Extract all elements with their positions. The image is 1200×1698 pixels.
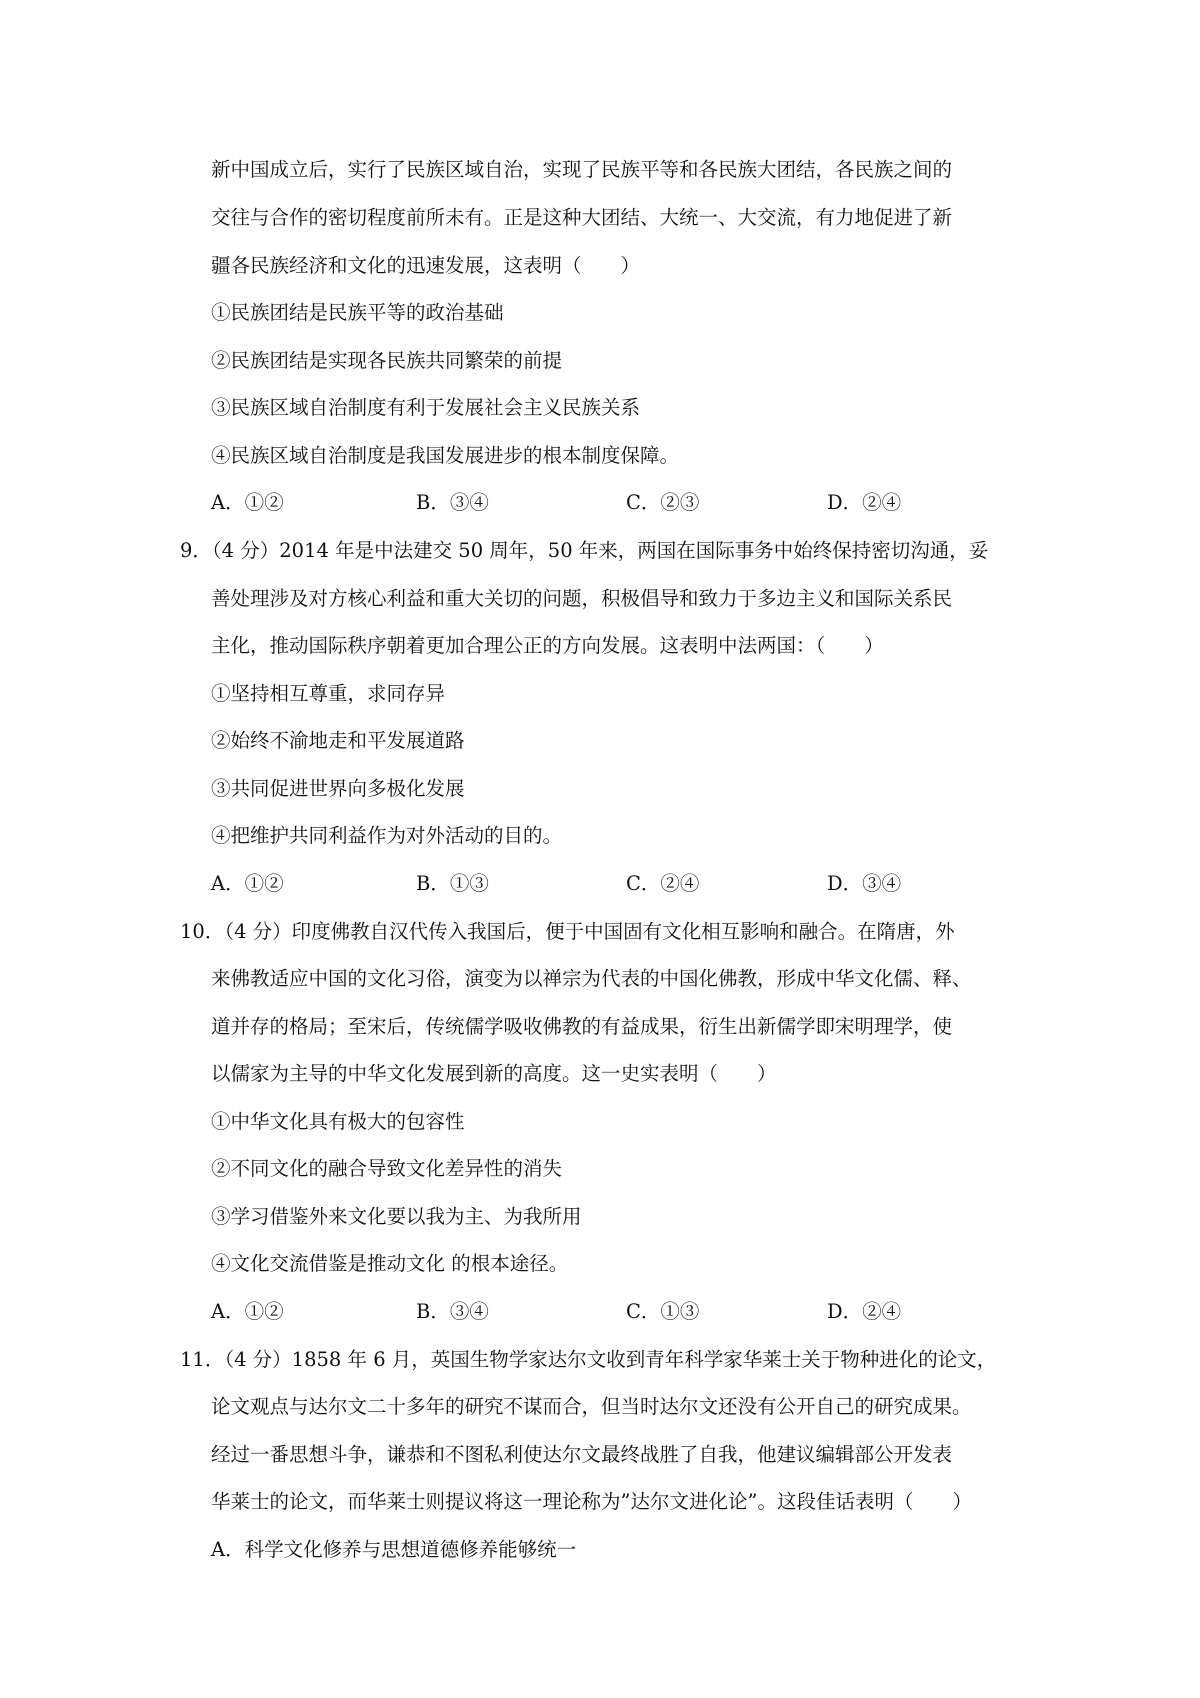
q11-stem-line-3: 经过一番思想斗争，谦恭和不图私利使达尔文最终战胜了自我，他建议编辑部公开发表 [211, 1443, 953, 1466]
q10-item-2: ②不同文化的融合导致文化差异性的消失 [211, 1157, 563, 1180]
q9-item-4: ④把维护共同利益作为对外活动的目的。 [211, 824, 563, 847]
q8-item-3: ③民族区域自治制度有利于发展社会主义民族关系 [211, 396, 641, 419]
q10-option-d[interactable]: D．②④ [827, 1300, 902, 1323]
q10-stem-line-4: 以儒家为主导的中华文化发展到新的高度。这一史实表明（ ） [211, 1062, 777, 1085]
q9-stem-line-1: 9．（4 分）2014 年是中法建交 50 周年，50 年来，两国在国际事务中始终保持密切沟通，妥 [180, 539, 989, 562]
q8-item-1: ①民族团结是民族平等的政治基础 [211, 301, 504, 324]
q11-stem-line-4: 华莱士的论文，而华莱士则提议将这一理论称为”达尔文进化论”。这段佳话表明（ ） [211, 1490, 972, 1513]
q10-options [211, 1299, 1011, 1325]
q9-stem-line-3: 主化，推动国际秩序朝着更加合理公正的方向发展。这表明中法两国：（ ） [211, 634, 884, 657]
q11-stem-line-2: 论文观点与达尔文二十多年的研究不谋而合，但当时达尔文还没有公开自己的研究成果。 [211, 1395, 972, 1418]
q9-item-2: ②始终不渝地走和平发展道路 [211, 729, 465, 752]
q10-stem-line-2: 来佛教适应中国的文化习俗，演变为以禅宗为代表的中国化佛教，形成中华文化儒、释、 [211, 967, 972, 990]
q8-option-b[interactable]: B．③④ [416, 491, 489, 514]
q11-option-a[interactable]: A．科学文化修养与思想道德修养能够统一 [211, 1538, 577, 1561]
q8-option-a[interactable]: A．①② [211, 491, 284, 514]
q10-item-1: ①中华文化具有极大的包容性 [211, 1110, 465, 1133]
q8-option-c[interactable]: C．②③ [626, 491, 700, 514]
q8-options [211, 490, 1011, 516]
q10-option-a[interactable]: A．①② [211, 1300, 284, 1323]
q10-stem-line-3: 道并存的格局；至宋后，传统儒学吸收佛教的有益成果，衍生出新儒学即宋明理学，使 [211, 1015, 953, 1038]
q11-stem-line-1: 11．（4 分）1858 年 6 月，英国生物学家达尔文收到青年科学家华莱士关于物种进化的论文， [180, 1348, 997, 1371]
q8-stem-line-2: 交往与合作的密切程度前所未有。正是这种大团结、大统一、大交流，有力地促进了新 [211, 206, 953, 229]
q9-options [211, 871, 1011, 897]
q10-item-4: ④文化交流借鉴是推动文化 的根本途径。 [211, 1252, 569, 1275]
q10-option-c[interactable]: C．①③ [626, 1300, 700, 1323]
q8-stem-line-1: 新中国成立后，实行了民族区域自治，实现了民族平等和各民族大团结，各民族之间的 [211, 158, 953, 181]
q8-item-2: ②民族团结是实现各民族共同繁荣的前提 [211, 349, 563, 372]
q8-option-d[interactable]: D．②④ [827, 491, 902, 514]
q10-option-b[interactable]: B．③④ [416, 1300, 489, 1323]
q9-item-3: ③共同促进世界向多极化发展 [211, 777, 465, 800]
q9-option-c[interactable]: C．②④ [626, 872, 700, 895]
q9-stem-line-2: 善处理涉及对方核心利益和重大关切的问题，积极倡导和致力于多边主义和国际关系民 [211, 587, 953, 610]
q8-item-4: ④民族区域自治制度是我国发展进步的根本制度保障。 [211, 444, 680, 467]
q10-stem-line-1: 10．（4 分）印度佛教自汉代传入我国后，便于中国固有文化相互影响和融合。在隋唐，外 [180, 920, 955, 943]
q9-item-1: ①坚持相互尊重，求同存异 [211, 682, 446, 705]
q9-option-b[interactable]: B．①③ [416, 872, 489, 895]
q8-stem-line-3: 疆各民族经济和文化的迅速发展，这表明（ ） [211, 254, 641, 277]
q9-option-d[interactable]: D．③④ [827, 872, 902, 895]
q10-item-3: ③学习借鉴外来文化要以我为主、为我所用 [211, 1205, 582, 1228]
q9-option-a[interactable]: A．①② [211, 872, 284, 895]
